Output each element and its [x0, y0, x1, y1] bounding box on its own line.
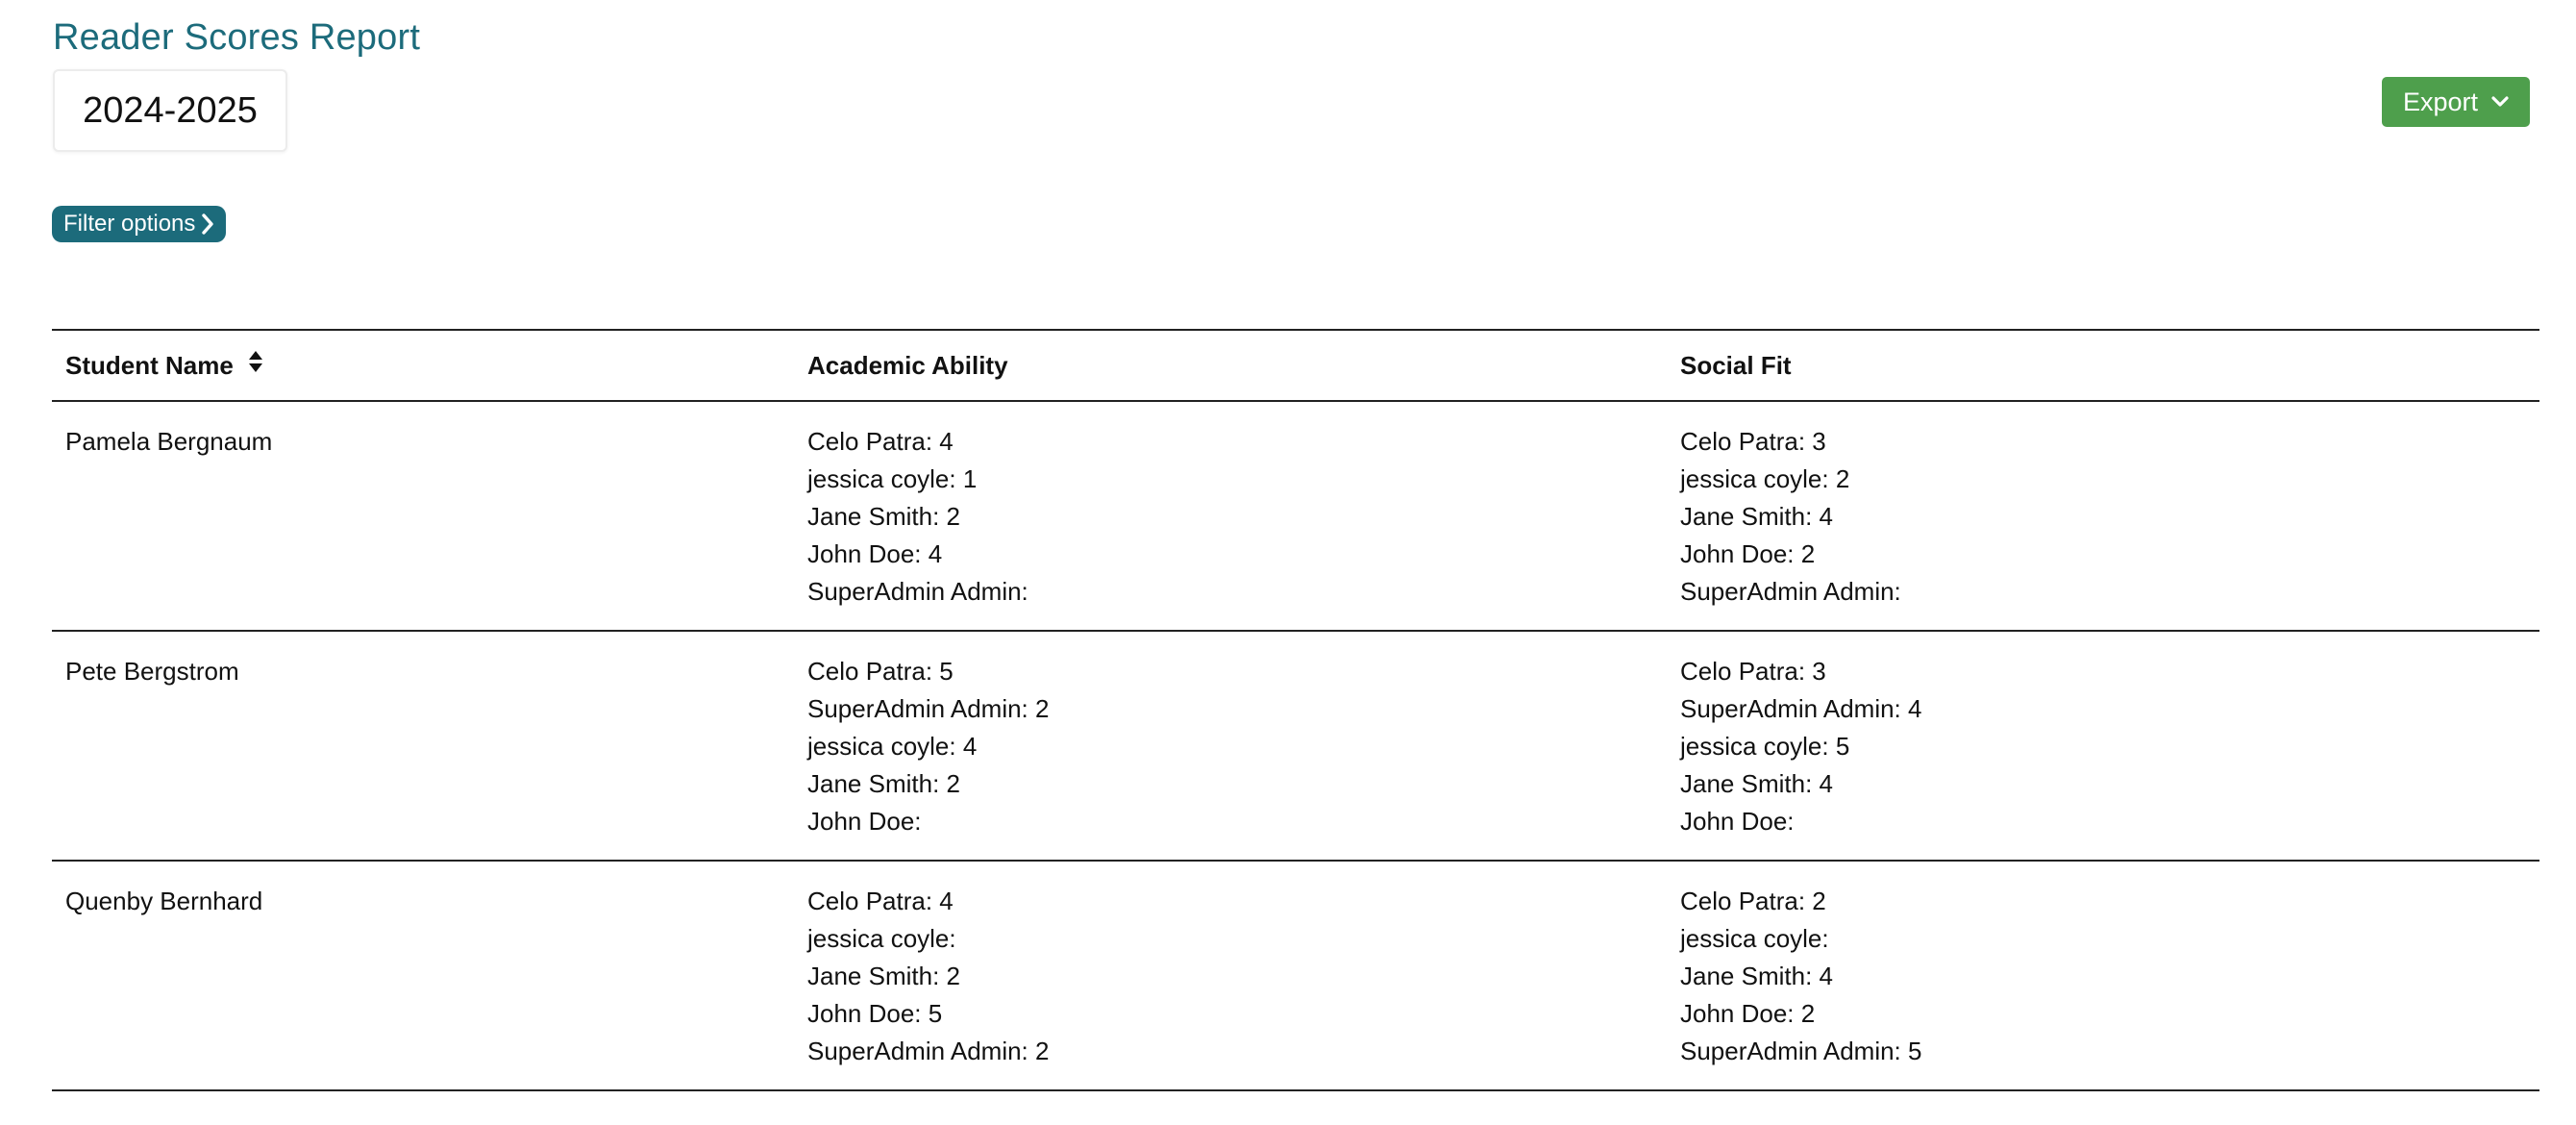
reader-score: jessica coyle: 4	[807, 732, 978, 761]
student-name-cell: Quenby Bernhard	[65, 887, 263, 915]
reader-score: SuperAdmin Admin:	[807, 577, 1028, 606]
column-header-student-name[interactable]: Student Name	[52, 330, 794, 401]
table-header-row	[52, 330, 2539, 401]
social-fit-cell	[1667, 861, 2539, 1090]
reader-score: John Doe: 2	[1680, 999, 1816, 1028]
chevron-right-icon	[201, 213, 214, 235]
reader-score: John Doe:	[807, 807, 922, 836]
reader-score: Celo Patra: 3	[1680, 427, 1826, 456]
filter-options-label: Filter options	[63, 211, 196, 237]
reader-score: jessica coyle: 1	[807, 464, 978, 493]
school-year-value: 2024-2025	[83, 89, 258, 131]
table-body	[52, 401, 2539, 1090]
reader-score: SuperAdmin Admin:	[1680, 577, 1901, 606]
reader-score: Jane Smith: 4	[1680, 769, 1833, 798]
column-header-social-fit: Social Fit	[1680, 350, 1792, 380]
reader-score: Jane Smith: 2	[807, 769, 960, 798]
reader-score: Celo Patra: 4	[807, 427, 954, 456]
reader-score: John Doe: 2	[1680, 539, 1816, 568]
reader-score: SuperAdmin Admin: 2	[807, 694, 1050, 723]
page-title: Reader Scores Report	[53, 17, 421, 58]
table-row	[52, 861, 2539, 1090]
reader-score: SuperAdmin Admin: 2	[807, 1037, 1050, 1065]
reader-score: Celo Patra: 3	[1680, 657, 1826, 686]
table-row	[52, 401, 2539, 631]
reader-score: Celo Patra: 5	[807, 657, 954, 686]
reader-score: Jane Smith: 4	[1680, 962, 1833, 990]
reader-score: jessica coyle:	[807, 924, 956, 953]
reader-score: Celo Patra: 2	[1680, 887, 1826, 915]
chevron-down-icon	[2491, 95, 2509, 109]
reader-score: Jane Smith: 4	[1680, 502, 1833, 531]
academic-ability-cell	[794, 631, 1667, 861]
reader-score: SuperAdmin Admin: 4	[1680, 694, 1922, 723]
sort-icon[interactable]	[248, 350, 263, 380]
export-button[interactable]	[2382, 77, 2530, 127]
reader-score: jessica coyle: 2	[1680, 464, 1850, 493]
student-name-cell: Pamela Bergnaum	[65, 427, 273, 456]
academic-ability-cell	[794, 401, 1667, 631]
filter-options-button[interactable]	[52, 206, 226, 242]
export-label: Export	[2402, 87, 2479, 116]
reader-score: jessica coyle: 5	[1680, 732, 1850, 761]
school-year-selector[interactable]	[53, 69, 287, 152]
table-row	[52, 631, 2539, 861]
column-header-academic-ability: Academic Ability	[807, 350, 1008, 380]
reader-score: Jane Smith: 2	[807, 502, 960, 531]
reader-score: John Doe:	[1680, 807, 1795, 836]
reader-scores-table	[52, 329, 2539, 1091]
reader-score: Celo Patra: 4	[807, 887, 954, 915]
reader-score: jessica coyle:	[1680, 924, 1829, 953]
reader-score: John Doe: 4	[807, 539, 943, 568]
academic-ability-cell	[794, 861, 1667, 1090]
reader-score: Jane Smith: 2	[807, 962, 960, 990]
social-fit-cell	[1667, 631, 2539, 861]
reader-score: John Doe: 5	[807, 999, 943, 1028]
reader-score: SuperAdmin Admin: 5	[1680, 1037, 1922, 1065]
social-fit-cell	[1667, 401, 2539, 631]
student-name-cell: Pete Bergstrom	[65, 657, 239, 686]
